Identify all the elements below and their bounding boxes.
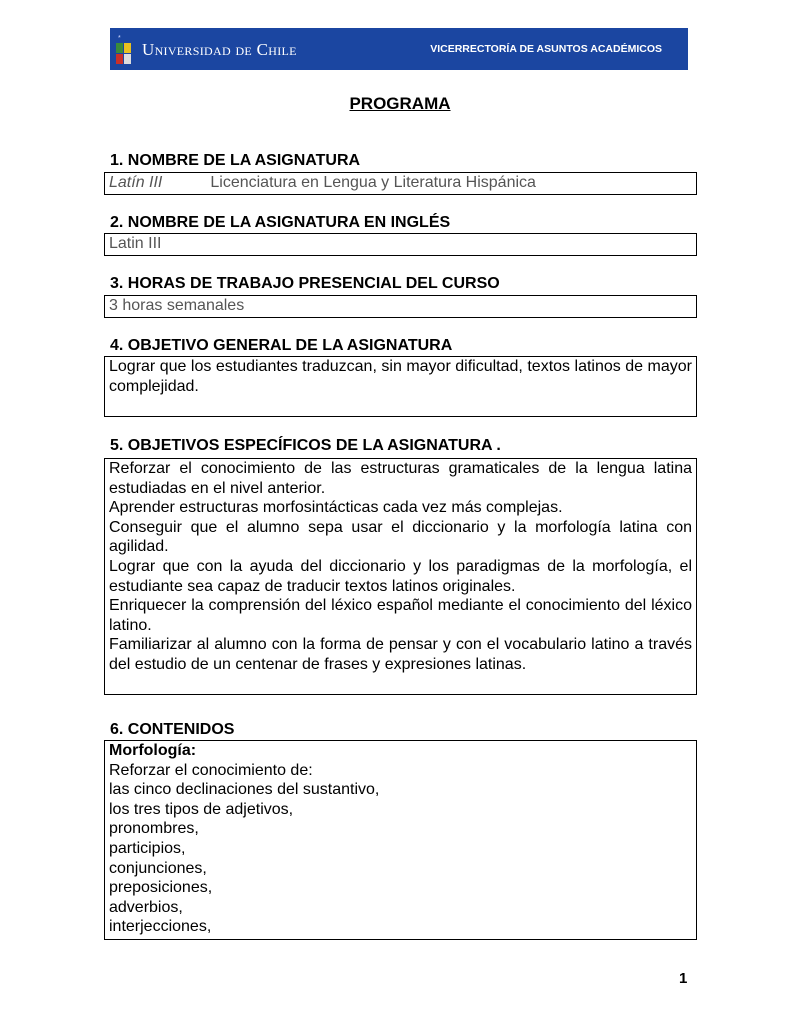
section-6-heading: 6. CONTENIDOS [110,721,235,738]
page-title: PROGRAMA [349,94,451,113]
content-line: los tres tipos de adjetivos, [109,800,294,818]
content-line: pronombres, [109,820,199,838]
section-1-box [104,172,697,195]
course-name: Latín III [109,174,163,191]
content-line: interjecciones, [109,918,212,936]
program-name: Licenciatura en Lengua y Literatura Hispánica [210,174,536,191]
section-5-box [104,458,697,695]
university-name: Universidad de Chile [142,40,297,59]
objective-item: Reforzar el conocimiento de las estructuras gramaticales de la lengua latina estudiadas en el nivel anterior. [109,460,692,497]
hours-value: 3 horas semanales [109,297,245,314]
section-4-box [104,356,697,417]
content-line: las cinco declinaciones del sustantivo, [109,781,380,799]
general-objective: Lograr que los estudiantes traduzcan, sin mayor dificultad, textos latinos de mayor complejidad. [109,358,692,395]
objective-item: Familiarizar al alumno con la forma de pensar y con el vocabulario latino a través del estudio de un centenar de frases y expresiones latinas. [109,636,692,673]
office-name: VICERRECTORÍA DE ASUNTOS ACADÉMICOS [430,43,662,55]
section-3-heading: 3. HORAS DE TRABAJO PRESENCIAL DEL CURSO [110,275,500,292]
content-line: conjunciones, [109,859,207,877]
objective-item: Enriquecer la comprensión del léxico español mediante el conocimiento del léxico latino. [109,597,692,634]
header-banner [110,28,688,70]
content-line: Reforzar el conocimiento de: [109,761,313,779]
section-1-heading: 1. NOMBRE DE LA ASIGNATURA [110,152,361,169]
content-line: adverbios, [109,898,183,916]
content-line: preposiciones, [109,879,213,897]
contents-subheading: Morfología: [109,742,197,759]
section-3-box [104,295,697,318]
section-4-heading: 4. OBJETIVO GENERAL DE LA ASIGNATURA [110,337,453,354]
content-line: participios, [109,839,186,857]
objective-item: Lograr que con la ayuda del diccionario y los paradigmas de la morfología, el estudiante sea capaz de traducir textos latinos originales. [109,557,692,595]
section-6-box [104,740,697,940]
svg-text:*: * [118,35,121,42]
section-2-box [104,233,697,256]
objective-item: Conseguir que el alumno sepa usar el diccionario y la morfología latina con agilidad. [109,518,692,556]
objective-item: Aprender estructuras morfosintácticas cada vez más complejas. [109,499,563,517]
university-logo-icon [115,33,133,66]
page-number: 1 [679,970,688,987]
section-2-heading: 2. NOMBRE DE LA ASIGNATURA EN INGLÉS [110,214,451,231]
section-5-heading: 5. OBJETIVOS ESPECÍFICOS DE LA ASIGNATURA . [110,437,501,454]
english-name: Latin III [109,235,162,252]
